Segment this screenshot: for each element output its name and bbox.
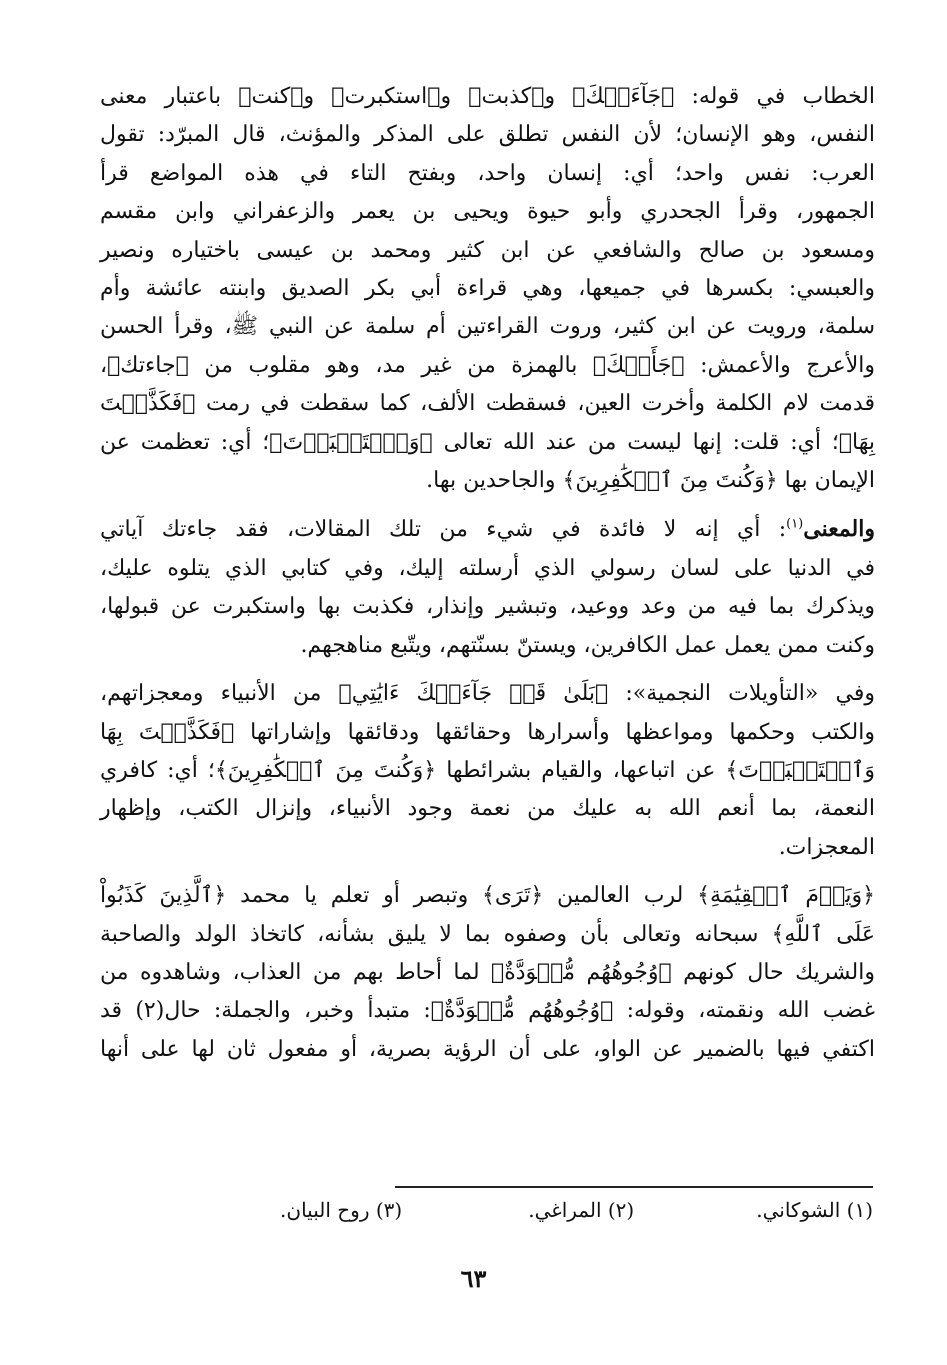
text-line: عَلَى ٱللَّهِ﴾ سبحانه وتعالى بأن وصفوه بما لا يليق بشأنه، كاتخاذ الولد والصاحبة <box>100 921 875 947</box>
text-line: في الدنيا على لسان رسولي الذي أرسلته إليك، وفي كتابي الذي يتلوه عليك، <box>100 555 875 581</box>
text-line: ومسعود بن صالح والشافعي عن ابن كثير ومحمد بن عيسى باختياره ونصير <box>100 237 875 263</box>
footnote-ref: (١) <box>786 517 804 533</box>
text-line: اكتفي فيها بالضمير عن الواو، على أن الرؤية بصرية، أو مفعول ثان لها على أنها <box>100 1036 875 1062</box>
footnotes <box>173 1198 873 1222</box>
footnote-divider <box>395 1186 873 1188</box>
page-number: ٦٣ <box>460 1264 487 1293</box>
text-line: قدمت لام الكلمة وأخرت العين، فسقطت الألف، كما سقطت في رمت ﴿فَكَذَّبۡتَ <box>100 391 875 417</box>
text-line: المعجزات. <box>778 834 875 860</box>
text-line: ﴿وَيَوۡمَ ٱلۡقِيَٰمَةِ﴾ لرب العالمين ﴿تَرَى﴾ وتبصر أو تعلم يا محمد ﴿ٱلَّذِينَ كَذَبُواْ <box>100 883 875 909</box>
page-body <box>100 78 875 1079</box>
text-line: الجمهور، وقرأ الجحدري وأبو حيوة ويحيى بن يعمر والزعفراني وابن مقسم <box>100 199 875 225</box>
text-line: النعمة، بما أنعم الله به عليك من نعمة وجود الأنبياء، وإنزال الكتب، وإظهار <box>100 796 875 822</box>
text-line: سلمة، ورويت عن ابن كثير، وروت القراءتين أم سلمة عن النبي ﷺ، وقرأ الحسن <box>100 314 875 340</box>
text-line: ويذكرك بما فيه من وعد ووعيد، وتبشير وإنذار، فكذبت بها واستكبرت عن قبولها، <box>100 594 875 620</box>
text-line <box>100 510 875 549</box>
text-line: وَٱسۡتَكۡبَرۡتَ﴾ عن اتباعها، والقيام بشرائطها ﴿وَكُنتَ مِنَ ٱلۡكَٰفِرِينَ﴾؛ أي: كافري <box>100 757 875 783</box>
lead-word: والمعنى <box>803 516 875 543</box>
footnote-1: (١) الشوكاني. <box>756 1198 873 1222</box>
text-line: الإيمان بها ﴿وَكُنتَ مِنَ ٱلۡكَٰفِرِينَ﴾ والجاحدين بها. <box>426 468 875 494</box>
text-line: النفس، وهو الإنسان؛ لأن النفس تطلق على المذكر والمؤنث، قال المبرّد: تقول <box>100 122 875 148</box>
paragraph-1 <box>100 78 875 500</box>
text-line: والكتب وحكمها ومواعظها وأسرارها وحقائقها ودقائقها وإشاراتها ﴿فَكَذَّبۡتَ بِهَا <box>100 719 875 745</box>
text-line: بِهَا﴾؛ أي: قلت: إنها ليست من عند الله تعالى ﴿وَٱسۡتَكۡبَرۡتَ﴾؛ أي: تعظمت عن <box>100 429 875 455</box>
text-run: : أي إنه لا فائدة في شيء من تلك المقالات، فقد جاءتك آياتي <box>100 517 787 543</box>
text-line: والشريك حال كونهم ﴿وُجُوهُهُم مُّسۡوَدَّةٌ﴾ لما أحاط بهم من العذاب، وشاهدوه من <box>100 959 875 985</box>
footnote-3: (٣) روح البيان. <box>280 1198 403 1222</box>
text-line: والأعرج والأعمش: ﴿جَأَتۡكَ﴾ بالهمزة من غير مد، وهو مقلوب من ﴿جاءتك﴾، <box>100 352 875 378</box>
text-line: غضب الله ونقمته، وقوله: ﴿وُجُوهُهُم مُّسۡوَدَّةٌ﴾: متبدأ وخبر، والجملة: حال(٢) قد <box>100 998 875 1024</box>
paragraph-2 <box>100 510 875 665</box>
text-line: الخطاب في قوله: ﴿جَآءَتۡكَ﴾ و﴿كذبت﴾ و﴿استكبرت﴾ و﴿كنت﴾ باعتبار معنى <box>100 84 875 109</box>
text-line: وكنت ممن يعمل عمل الكافرين، ويستنّ بسنّتهم، ويتّبع مناهجهم. <box>300 632 875 658</box>
text-line: والعبسي: بكسرها في جميعها، وهي قراءة أبي بكر الصديق وابنته عائشة وأم <box>100 276 875 302</box>
paragraph-3 <box>100 675 875 867</box>
text-line: العرب: نفس واحد؛ أي: إنسان واحد، وبفتح التاء في هذه المواضع قرأ <box>100 160 875 186</box>
text-line: وفي «التأويلات النجمية»: ﴿بَلَىٰ قَدۡ جَآءَتۡكَ ءَايَٰتِي﴾ من الأنبياء ومعجزاتهم، <box>100 681 875 707</box>
paragraph-4 <box>100 877 875 1069</box>
footnote-2: (٢) المراغي. <box>528 1198 635 1222</box>
